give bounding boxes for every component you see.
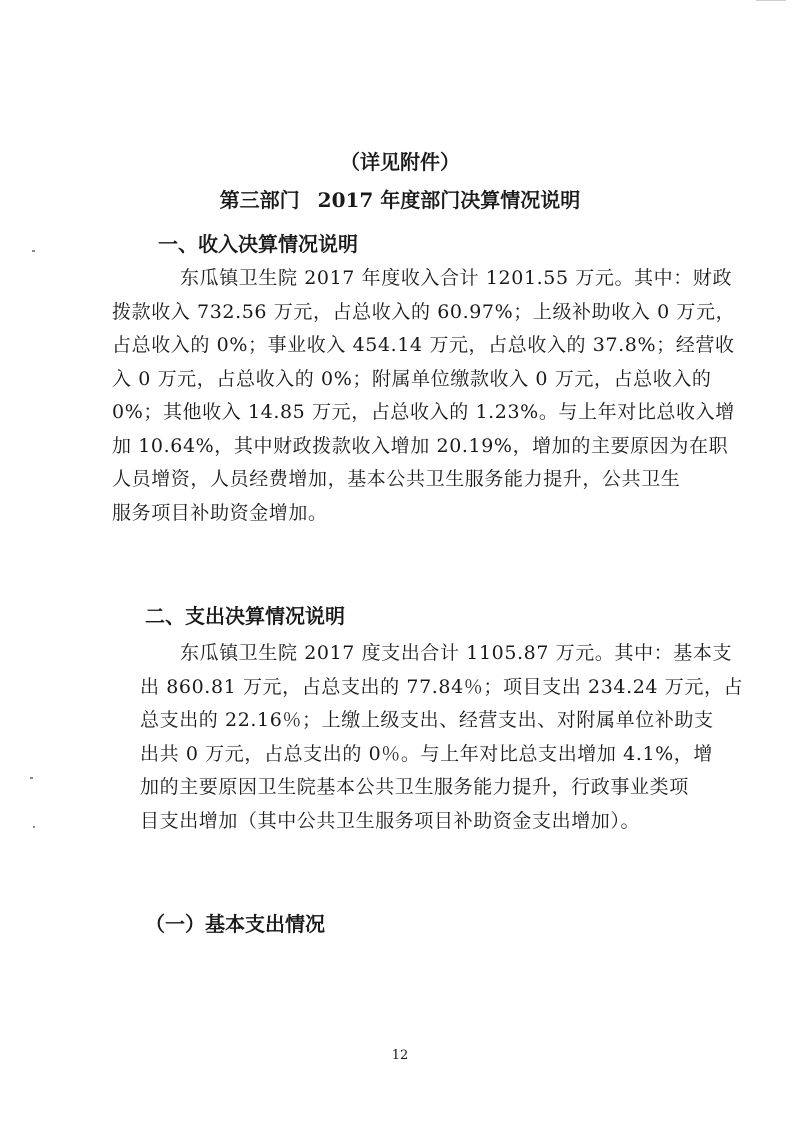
paragraph-line: 加的主要原因卫生院基本公共卫生服务能力提升，行政事业类项 <box>140 776 689 798</box>
attachment-note: （详见附件） <box>340 150 460 174</box>
scan-speck <box>33 826 35 828</box>
paragraph-line: 加 10.64%，其中财政拨款收入增加 20.19%，增加的主要原因为在职 <box>112 434 729 457</box>
paragraph-line: 东瓜镇卫生院 2017 年度收入合计 1201.55 万元。其中：财政 <box>180 267 733 289</box>
section-expenditure-heading: 二、支出决算情况说明 <box>145 604 345 628</box>
paragraph-line: 出 860.81 万元，占总支出的 77.84％；项目支出 234.24 万元，占 <box>140 675 744 698</box>
paragraph-line: 人员增资，人员经费增加，基本公共卫生服务能力提升，公共卫生 <box>112 468 681 490</box>
paragraph-line: 东瓜镇卫生院 2017 度支出合计 1105.87 万元。其中：基本支 <box>180 642 733 664</box>
section-income-heading: 一、收入决算情况说明 <box>158 232 358 256</box>
part-title <box>0 184 800 213</box>
paragraph-line: 总支出的 22.16％；上缴上级支出、经营支出、对附属单位补助支 <box>140 709 714 731</box>
scan-speck <box>30 777 33 779</box>
scan-speck <box>32 250 35 252</box>
paragraph-line: 服务项目补助资金增加。 <box>112 501 328 524</box>
paragraph-line: 拨款收入 732.56 万元，占总收入的 60.97%；上级补助收入 0 万元， <box>112 300 736 323</box>
paragraph-line: 出共 0 万元，占总支出的 0％。与上年对比总支出增加 4.1%，增 <box>140 742 714 765</box>
paragraph-line: 目支出增加（其中公共卫生服务项目补助资金支出增加）。 <box>140 809 641 832</box>
page-number: 12 <box>391 1048 409 1063</box>
part-title-main: 2017 年度部门决算情况说明 <box>317 188 581 212</box>
section-income-paragraph <box>112 262 736 530</box>
paragraph-line: 占总收入的 0%；事业收入 454.14 万元，占总收入的 37.8%；经营收 <box>112 334 735 356</box>
paragraph-line: 入 0 万元，占总收入的 0%；附属单位缴款收入 0 万元，占总收入的 <box>112 367 712 390</box>
section-expenditure-paragraph <box>140 637 744 838</box>
scan-edge-mark <box>756 0 786 1</box>
subsection-basic-expenditure-heading: （一）基本支出情况 <box>145 912 325 936</box>
part-title-prefix: 第三部门 <box>219 188 300 212</box>
paragraph-line: 0%；其他收入 14.85 万元，占总收入的 1.23%。与上年对比总收入增 <box>112 401 735 423</box>
